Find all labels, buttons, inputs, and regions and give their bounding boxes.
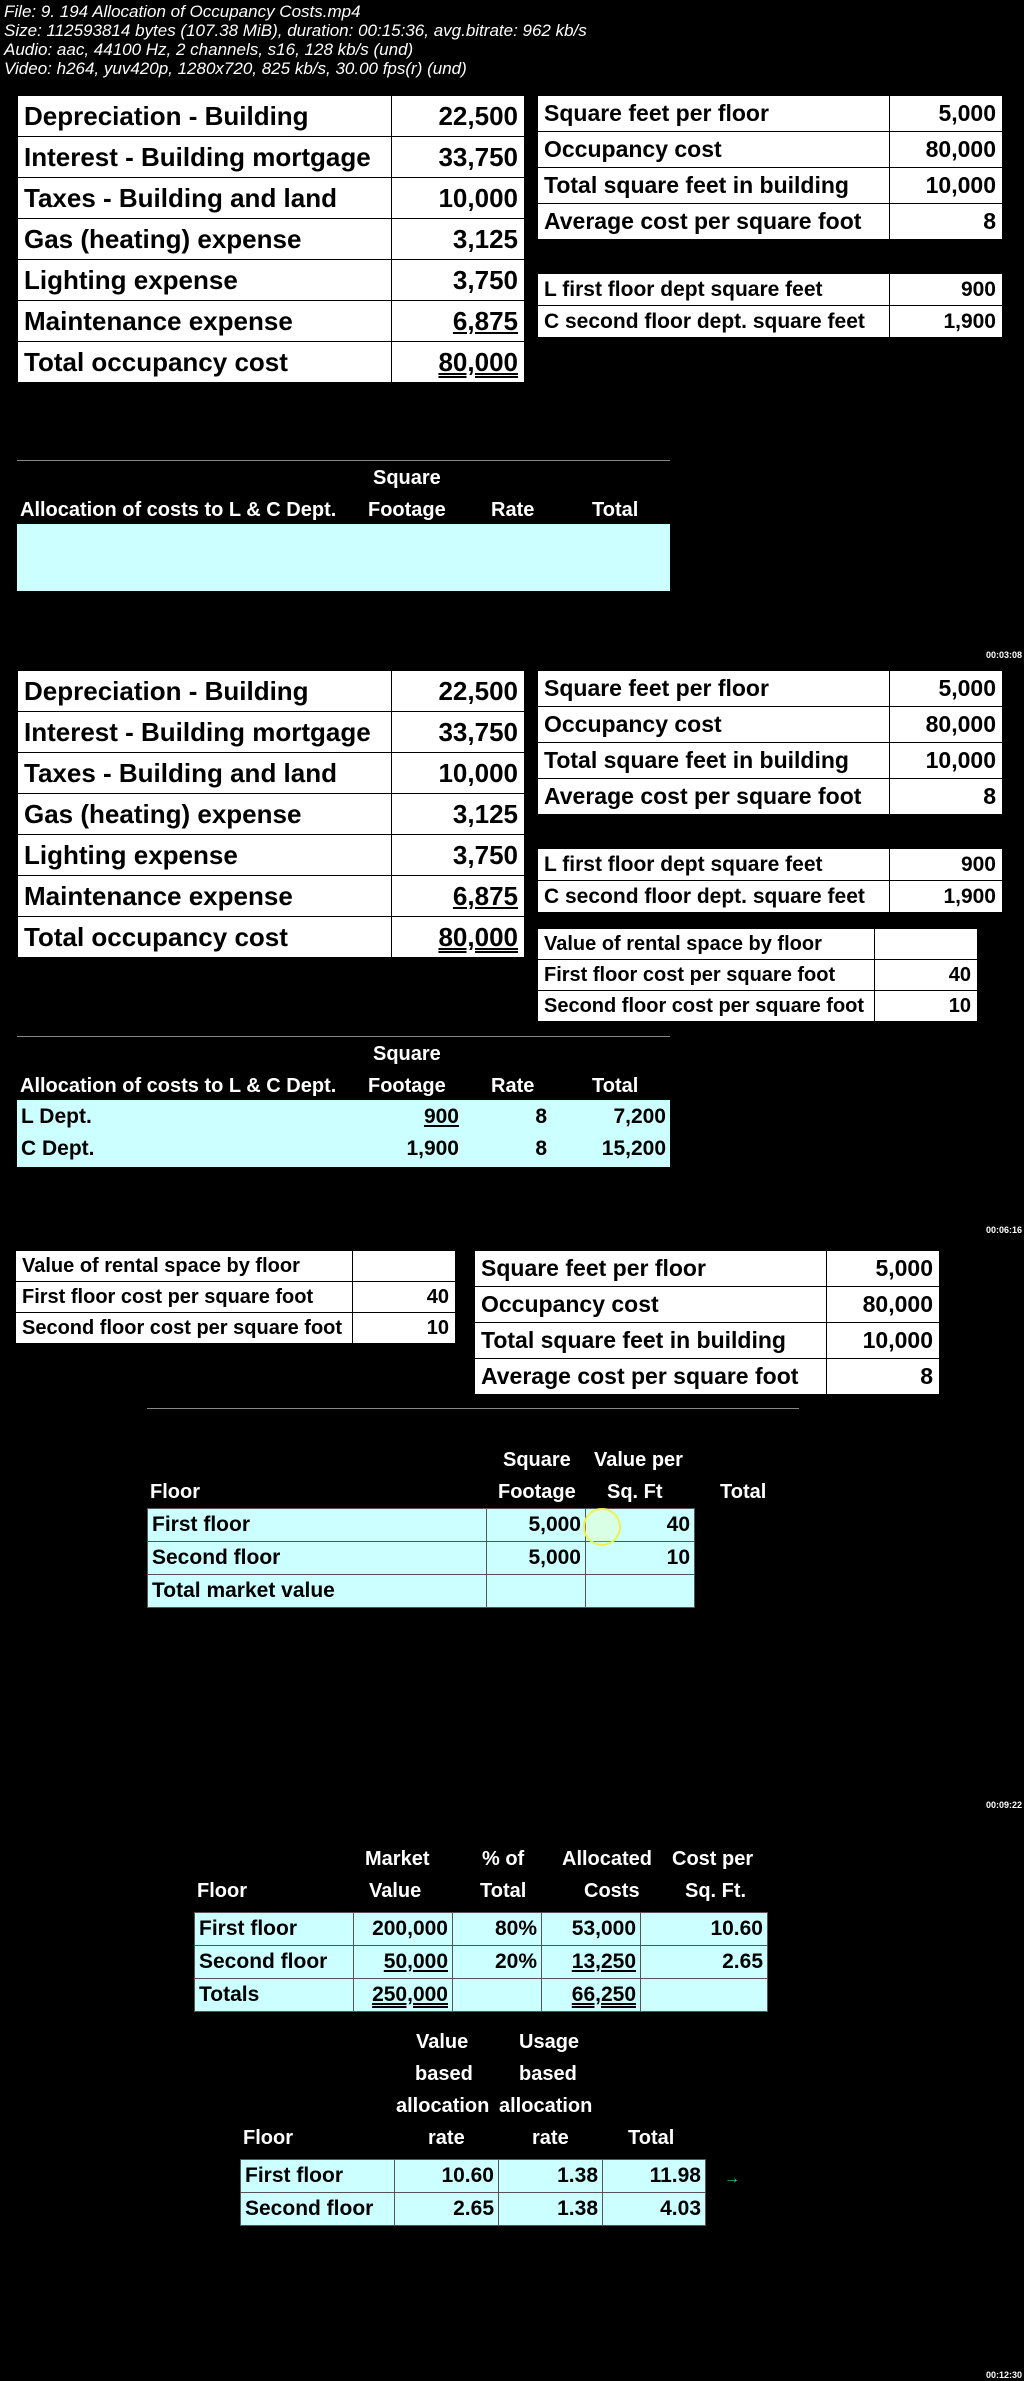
col-val-header: Value per <box>594 1449 683 1471</box>
row-pct <box>453 1979 542 2012</box>
table-row <box>18 671 525 712</box>
col-total-header: Total <box>480 1880 527 1902</box>
row-label: Taxes - Building and land <box>18 753 392 794</box>
col-mv-header: Market <box>365 1848 430 1870</box>
row-label: Depreciation - Building <box>18 671 392 712</box>
table-row <box>538 960 978 991</box>
table-row <box>241 2193 706 2226</box>
table-row <box>16 1251 456 1282</box>
row-value: 3,750 <box>392 260 525 301</box>
table-row <box>538 779 1003 815</box>
col-v-header-3: allocation <box>396 2095 490 2117</box>
pointer-arrow-icon: → <box>724 2170 740 2187</box>
table-row <box>18 219 525 260</box>
timestamp-badge <box>986 1215 1022 1235</box>
table-row <box>18 137 525 178</box>
row-cost: 2.65 <box>641 1946 768 1979</box>
col-pct-header: % of <box>482 1848 525 1870</box>
row-pct: 80% <box>453 1913 542 1946</box>
allocation-table <box>17 1101 670 1165</box>
row-mv: 200,000 <box>354 1913 453 1946</box>
row-value: 10,000 <box>890 168 1003 204</box>
table-row <box>18 178 525 219</box>
row-value: 10 <box>353 1313 456 1344</box>
col-label-header: Allocation of costs to L & C Dept. <box>20 499 337 521</box>
table-row <box>148 1575 695 1608</box>
table-row <box>18 794 525 835</box>
sqft-table-2 <box>537 670 1003 815</box>
occupancy-table-1 <box>17 95 525 383</box>
row-label: Total square feet in building <box>475 1323 827 1359</box>
row-label: Lighting expense <box>18 260 392 301</box>
row-value: 900 <box>890 849 1003 881</box>
sqft-table-3 <box>474 1250 940 1395</box>
row-label: Depreciation - Building <box>18 96 392 137</box>
col-sq-header: Square <box>373 467 441 489</box>
row-label: Lighting expense <box>18 835 392 876</box>
occupancy-table-2 <box>17 670 525 958</box>
row-label: Occupancy cost <box>538 707 890 743</box>
row-value: 10,000 <box>827 1323 940 1359</box>
row-value: 1,900 <box>890 881 1003 913</box>
audio-line: Audio: aac, 44100 Hz, 2 channels, s16, 128 kb/s (und) <box>4 40 414 59</box>
table-row <box>18 712 525 753</box>
row-value: 10,000 <box>890 743 1003 779</box>
row-pct: 20% <box>453 1946 542 1979</box>
row-sqft: 1,900 <box>406 1137 459 1160</box>
row-value: 5,000 <box>827 1251 940 1287</box>
mouse-cursor-highlight <box>583 1508 621 1546</box>
table-row <box>475 1323 940 1359</box>
rental-title: Value of rental space by floor <box>16 1251 353 1282</box>
file-line: File: 9. 194 Allocation of Occupancy Costs.mp4 <box>4 2 361 21</box>
col-sq-header: Square <box>373 1043 441 1065</box>
row-label: First floor cost per square foot <box>16 1282 353 1313</box>
table-row <box>538 132 1003 168</box>
table-row <box>16 1313 456 1344</box>
row-value: 10 <box>586 1542 695 1575</box>
row-value: 80,000 <box>392 917 525 958</box>
row-mv: 50,000 <box>354 1946 453 1979</box>
row-label: Gas (heating) expense <box>18 794 392 835</box>
col-floor-header: Floor <box>243 2127 293 2149</box>
row-label: L first floor dept square feet <box>538 849 890 881</box>
row-label: Total occupancy cost <box>18 342 392 383</box>
row-label: Second floor <box>195 1946 354 1979</box>
col-rate-header: Rate <box>491 499 535 521</box>
row-total: 4.03 <box>603 2193 706 2226</box>
col-sqft-header: Sq. Ft <box>607 1481 663 1503</box>
allocation-empty-area <box>17 524 670 591</box>
table-row <box>148 1542 695 1575</box>
row-label: Second floor cost per square foot <box>16 1313 353 1344</box>
empty-cell <box>353 1251 456 1282</box>
row-label: Maintenance expense <box>18 301 392 342</box>
row-cost: 10.60 <box>641 1913 768 1946</box>
row-label: Occupancy cost <box>475 1287 827 1323</box>
video-line: Video: h264, yuv420p, 1280x720, 825 kb/s, 30.00 fps(r) (und) <box>4 59 467 78</box>
table-row <box>195 1946 768 1979</box>
row-label: First floor <box>241 2160 395 2193</box>
row-label: Square feet per floor <box>475 1251 827 1287</box>
table-row <box>18 96 525 137</box>
row-label: Interest - Building mortgage <box>18 712 392 753</box>
table-row <box>538 168 1003 204</box>
row-label: Total occupancy cost <box>18 917 392 958</box>
row-value: 33,750 <box>392 712 525 753</box>
row-value: 40 <box>586 1509 695 1542</box>
col-costs-header: Costs <box>584 1880 640 1902</box>
row-value: 40 <box>875 960 978 991</box>
row-label: Square feet per floor <box>538 671 890 707</box>
row-label: Square feet per floor <box>538 96 890 132</box>
row-usage-rate: 1.38 <box>499 2193 603 2226</box>
table-row <box>195 1913 768 1946</box>
table-row <box>18 260 525 301</box>
row-value: 900 <box>890 274 1003 306</box>
row-usage-rate: 1.38 <box>499 2160 603 2193</box>
row-label: Total market value <box>148 1575 487 1608</box>
file-info-header <box>4 2 587 78</box>
row-value: 3,125 <box>392 794 525 835</box>
row-value: 10 <box>875 991 978 1022</box>
row-label: First floor cost per square foot <box>538 960 875 991</box>
row-value: 8 <box>827 1359 940 1395</box>
row-value: 6,875 <box>392 876 525 917</box>
col-label-header: Allocation of costs to L & C Dept. <box>20 1075 337 1097</box>
timestamp: 00:09:22 <box>985 1800 1022 1810</box>
row-value: 3,750 <box>392 835 525 876</box>
col-floor-header: Floor <box>197 1880 247 1902</box>
col-sq-header: Square <box>503 1449 571 1471</box>
row-value: 8 <box>890 779 1003 815</box>
col-v-header-1: Value <box>416 2031 469 2053</box>
dept-sqft-table-2 <box>537 848 1003 913</box>
row-label: Average cost per square foot <box>475 1359 827 1395</box>
col-total-header: Total <box>628 2127 675 2149</box>
table-row <box>538 274 1003 306</box>
row-alloc: 53,000 <box>542 1913 641 1946</box>
table-row <box>538 671 1003 707</box>
dept-sqft-table-1 <box>537 273 1003 338</box>
row-label: Second floor <box>241 2193 395 2226</box>
table-row <box>16 1282 456 1313</box>
col-value-header: Value <box>369 1880 422 1902</box>
col-u-header-2: based <box>519 2063 577 2085</box>
row-label: C second floor dept. square feet <box>538 306 890 338</box>
row-label: C Dept. <box>21 1137 95 1160</box>
row-value: 10,000 <box>392 753 525 794</box>
col-v-header-4: rate <box>428 2127 465 2149</box>
col-cost-header: Cost per <box>672 1848 754 1870</box>
divider <box>17 1036 670 1037</box>
table-row <box>18 835 525 876</box>
table-row <box>538 849 1003 881</box>
sqft-table-1 <box>537 95 1003 240</box>
table-row <box>195 1979 768 2012</box>
row-total: 7,200 <box>613 1105 666 1128</box>
table-row <box>538 204 1003 240</box>
row-value: 10,000 <box>392 178 525 219</box>
row-value: 5,000 <box>890 96 1003 132</box>
row-value: 80,000 <box>890 132 1003 168</box>
row-sqft: 5,000 <box>487 1542 586 1575</box>
row-label: Interest - Building mortgage <box>18 137 392 178</box>
row-value: 40 <box>353 1282 456 1313</box>
row-label: Maintenance expense <box>18 876 392 917</box>
row-label: Second floor <box>148 1542 487 1575</box>
row-value: 3,125 <box>392 219 525 260</box>
row-mv: 250,000 <box>354 1979 453 2012</box>
row-label: Total square feet in building <box>538 743 890 779</box>
row-value: 80,000 <box>392 342 525 383</box>
row-label: L Dept. <box>21 1105 92 1128</box>
table-row <box>538 991 978 1022</box>
col-u-header-3: allocation <box>499 2095 593 2117</box>
timestamp: 00:03:08 <box>985 650 1022 660</box>
row-label: L first floor dept square feet <box>538 274 890 306</box>
table-row <box>538 306 1003 338</box>
row-sqft: 5,000 <box>487 1509 586 1542</box>
row-label: Taxes - Building and land <box>18 178 392 219</box>
table-row <box>241 2160 706 2193</box>
row-value-rate: 2.65 <box>395 2193 499 2226</box>
table-row <box>17 1101 670 1133</box>
col-footage-header: Footage <box>498 1481 576 1503</box>
col-u-header-4: rate <box>532 2127 569 2149</box>
col-rate-header: Rate <box>491 1075 535 1097</box>
size-line: Size: 112593814 bytes (107.38 MiB), duration: 00:15:36, avg.bitrate: 962 kb/s <box>4 21 587 40</box>
row-value-rate: 10.60 <box>395 2160 499 2193</box>
table-row <box>538 96 1003 132</box>
divider <box>147 1408 799 1409</box>
table-row <box>17 1133 670 1165</box>
timestamp: 00:06:16 <box>985 1225 1022 1235</box>
table-row <box>538 743 1003 779</box>
col-alloc-header: Allocated <box>562 1848 653 1870</box>
row-label: Gas (heating) expense <box>18 219 392 260</box>
row-label: First floor <box>148 1509 487 1542</box>
row-label: First floor <box>195 1913 354 1946</box>
row-cost <box>641 1979 768 2012</box>
row-label: Occupancy cost <box>538 132 890 168</box>
allocation-rate-table <box>240 2159 706 2226</box>
row-value: 6,875 <box>392 301 525 342</box>
market-value-table <box>194 1912 768 2012</box>
row-label: Totals <box>195 1979 354 2012</box>
timestamp-badge <box>986 1790 1022 1810</box>
row-total: 15,200 <box>601 1137 666 1160</box>
row-value: 8 <box>890 204 1003 240</box>
row-alloc: 13,250 <box>542 1946 641 1979</box>
timestamp-badge <box>986 640 1022 660</box>
row-rate: 8 <box>535 1137 547 1160</box>
table-row <box>475 1287 940 1323</box>
table-row <box>538 881 1003 913</box>
row-value: 22,500 <box>392 671 525 712</box>
col-footage-header: Footage <box>368 499 446 521</box>
table-row <box>18 753 525 794</box>
row-value: 22,500 <box>392 96 525 137</box>
table-row <box>18 876 525 917</box>
row-sqft <box>487 1575 586 1608</box>
rental-title: Value of rental space by floor <box>538 929 875 960</box>
table-row <box>18 917 525 958</box>
col-floor-header: Floor <box>150 1481 200 1503</box>
table-row <box>538 929 978 960</box>
timestamp: 00:12:30 <box>985 2370 1022 2380</box>
col-v-header-2: based <box>415 2063 473 2085</box>
col-sqft-header: Sq. Ft. <box>685 1880 747 1902</box>
row-value: 5,000 <box>890 671 1003 707</box>
row-label: Total square feet in building <box>538 168 890 204</box>
col-footage-header: Footage <box>368 1075 446 1097</box>
table-row <box>18 342 525 383</box>
row-total: 11.98 <box>603 2160 706 2193</box>
row-rate: 8 <box>535 1105 547 1128</box>
rental-table-2 <box>537 928 978 1022</box>
row-label: Average cost per square foot <box>538 204 890 240</box>
timestamp-badge <box>986 2360 1022 2380</box>
divider <box>17 460 670 461</box>
row-sqft: 900 <box>423 1105 459 1128</box>
row-label: Average cost per square foot <box>538 779 890 815</box>
table-row <box>475 1359 940 1395</box>
row-value: 1,900 <box>890 306 1003 338</box>
row-label: C second floor dept. square feet <box>538 881 890 913</box>
row-value: 33,750 <box>392 137 525 178</box>
table-row <box>538 707 1003 743</box>
empty-cell <box>875 929 978 960</box>
row-value: 80,000 <box>827 1287 940 1323</box>
rental-table-3 <box>15 1250 456 1344</box>
table-row <box>475 1251 940 1287</box>
col-total-header: Total <box>720 1481 767 1503</box>
col-total-header: Total <box>592 1075 639 1097</box>
col-total-header: Total <box>592 499 639 521</box>
row-value <box>586 1575 695 1608</box>
row-alloc: 66,250 <box>542 1979 641 2012</box>
table-row <box>18 301 525 342</box>
col-u-header-1: Usage <box>519 2031 580 2053</box>
row-value: 80,000 <box>890 707 1003 743</box>
row-label: Second floor cost per square foot <box>538 991 875 1022</box>
